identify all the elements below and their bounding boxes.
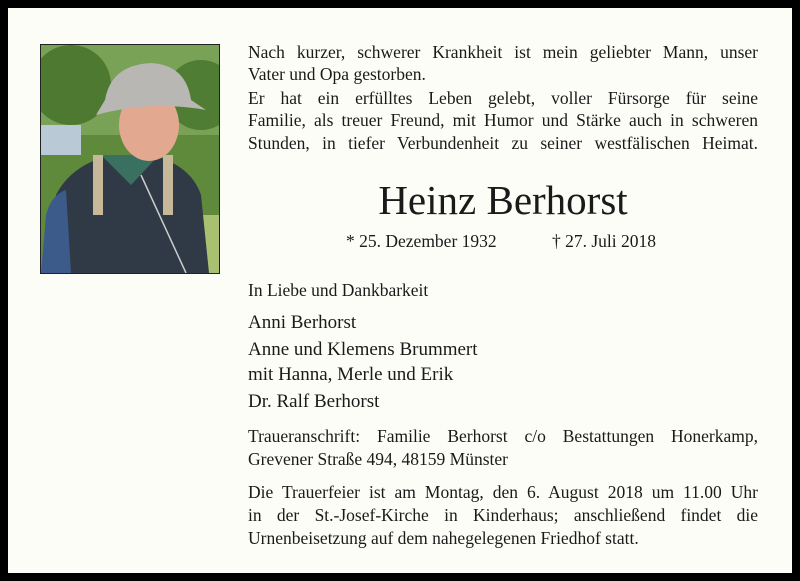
dedication: In Liebe und Dankbarkeit bbox=[248, 280, 429, 300]
service-line: in der St.-Josef-Kirche in Kinderhaus; anschließend findet die bbox=[248, 505, 758, 525]
mourner: Dr. Ralf Berhorst bbox=[248, 391, 380, 412]
death-date: † 27. Juli 2018 bbox=[552, 231, 657, 251]
service-line: Urnenbeisetzung auf dem nahegelegenen Friedhof statt. bbox=[248, 528, 639, 548]
birth-date: * 25. Dezember 1932 bbox=[346, 231, 497, 251]
mourner: Anne und Klemens Brummert bbox=[248, 339, 478, 360]
intro-line: Vater und Opa gestorben. bbox=[248, 64, 426, 84]
mourner: Anni Berhorst bbox=[248, 312, 357, 333]
intro-line: Er hat ein erfülltes Leben gelebt, voller Fürsorge für seine bbox=[248, 88, 758, 108]
address-line: Grevener Straße 494, 48159 Münster bbox=[248, 449, 509, 469]
intro-line: Familie, als treuer Freund, mit Humor und Stärke auch in schweren bbox=[248, 110, 758, 130]
service-line: Die Trauerfeier ist am Montag, den 6. August 2018 um 11.00 Uhr bbox=[248, 482, 758, 502]
address-line: Traueranschrift: Familie Berhorst c/o Bestattungen Honerkamp, bbox=[248, 426, 758, 446]
portrait-photo bbox=[40, 44, 220, 274]
deceased-name: Heinz Berhorst bbox=[378, 177, 628, 223]
intro-line: Stunden, in tiefer Verbundenheit zu seiner westfälischen Heimat. bbox=[248, 133, 758, 153]
intro-line: Nach kurzer, schwerer Krankheit ist mein geliebter Mann, unser bbox=[248, 42, 758, 62]
mourner: mit Hanna, Merle und Erik bbox=[248, 364, 454, 385]
